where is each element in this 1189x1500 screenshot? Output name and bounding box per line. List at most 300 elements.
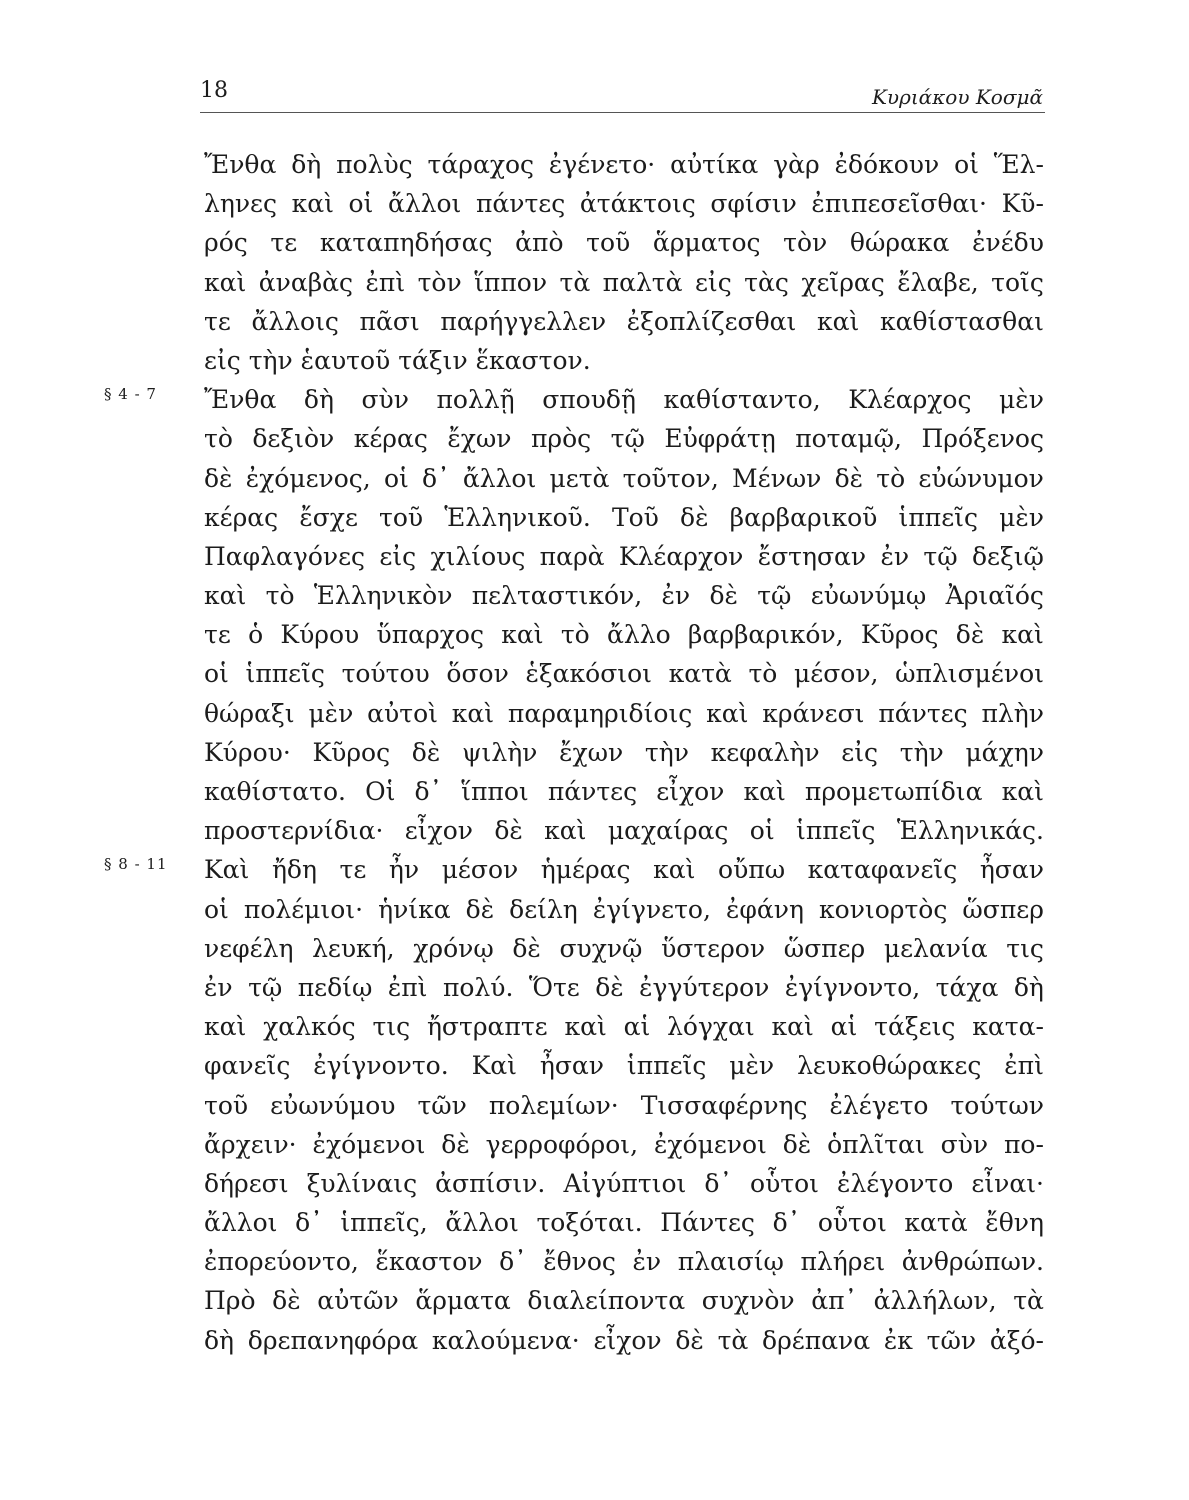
word: μάχην xyxy=(965,737,1044,767)
word: δ᾽ xyxy=(772,1208,801,1238)
word: γερροφόροι, xyxy=(485,1129,639,1159)
word: δὲ xyxy=(512,933,541,963)
word: πᾶσι xyxy=(359,306,420,336)
word: δὴ xyxy=(303,385,334,415)
word: χιλίους xyxy=(430,541,526,571)
word: Εὐφράτῃ xyxy=(664,424,776,454)
word: ἀπ᾽ xyxy=(811,1286,858,1316)
word: πλήρει xyxy=(800,1247,886,1277)
word: δὲ xyxy=(465,894,495,924)
text-line xyxy=(204,223,1044,262)
word: διαλείποντα xyxy=(527,1286,686,1316)
word: χρόνῳ xyxy=(413,933,494,963)
word: σὺν xyxy=(361,385,409,415)
word: φανεῖς xyxy=(204,1051,291,1081)
word: καθίστασθαι xyxy=(879,306,1044,336)
word: ὡπλισμένοι xyxy=(895,659,1044,689)
running-head: Κυριάκου Κοσμᾶ xyxy=(871,85,1043,109)
word: θώρακα xyxy=(849,228,950,258)
word: ἀνθρώπων. xyxy=(901,1247,1044,1277)
word: πρὸς xyxy=(530,424,592,454)
word: τάξεις xyxy=(874,1012,956,1042)
word: οὗτοι xyxy=(817,1208,887,1238)
text-line xyxy=(204,498,1044,537)
text-line xyxy=(204,968,1044,1007)
word: μὲν xyxy=(999,385,1044,415)
word: τε xyxy=(339,855,367,885)
word: Καὶ xyxy=(204,855,250,885)
word: παραμηριδίοις xyxy=(507,698,693,728)
word: ἦσαν xyxy=(979,855,1044,885)
word: προμετωπίδια xyxy=(804,777,983,806)
text-line xyxy=(204,929,1044,968)
word: Τισσαφέρνης xyxy=(640,1090,808,1120)
word: σφίσιν xyxy=(710,189,797,219)
word: δὲ xyxy=(204,463,233,493)
word: σὺν xyxy=(940,1129,989,1159)
word: ἤδη xyxy=(271,855,317,885)
word: Μένων xyxy=(732,463,822,493)
word: ἐγίγνετο, xyxy=(592,894,711,924)
word: δὲ xyxy=(494,816,523,846)
word: τὴν xyxy=(899,737,944,767)
word: καὶ xyxy=(451,698,495,728)
text-line xyxy=(204,576,1044,615)
word: ἐξοπλίζεσθαι xyxy=(626,306,797,336)
word: τὸ xyxy=(265,581,295,611)
word: καταπηδήσας xyxy=(319,228,493,258)
margin-note: § 4 - 7 xyxy=(104,385,157,404)
word: δὲ xyxy=(955,620,985,650)
word: Παφλαγόνες xyxy=(204,541,366,571)
word: ἐχόμενοι xyxy=(653,1129,767,1159)
word: καὶ xyxy=(544,816,587,846)
word: τὰ xyxy=(559,267,591,297)
word: εἶχον xyxy=(656,777,725,806)
word: ἄλλοι xyxy=(462,463,537,493)
word: τις xyxy=(1006,933,1044,963)
word: ἐχόμενοι xyxy=(312,1129,426,1159)
word: ἐφάνη xyxy=(725,894,804,924)
word: ἐδόκουν xyxy=(834,150,940,179)
word: δὲ xyxy=(675,1325,704,1355)
word: μὲν xyxy=(729,1051,775,1081)
word: Πρὸ xyxy=(204,1286,256,1316)
word: καλούμενα· xyxy=(431,1325,580,1355)
word: τοῦτον, xyxy=(622,463,719,493)
word: τῷ xyxy=(610,424,645,454)
word: ὥσπερ xyxy=(962,894,1044,924)
word: γὰρ xyxy=(773,150,820,179)
word: καὶ xyxy=(204,1012,247,1042)
word: χεῖρας xyxy=(801,267,885,297)
text-line xyxy=(204,1242,1044,1281)
word: Κῦρος xyxy=(312,737,391,767)
word: ἐπιπεσεῖσθαι· xyxy=(811,189,988,219)
word: αὐτοὶ xyxy=(367,698,438,728)
word: Ἕλ- xyxy=(993,150,1044,179)
word: δὲ xyxy=(595,972,624,1002)
word: σπουδῇ xyxy=(542,385,636,415)
word: ἔθνη xyxy=(985,1208,1044,1238)
text-line xyxy=(204,459,1044,498)
word: καὶ xyxy=(706,698,749,728)
word: ὥσπερ xyxy=(783,933,866,963)
word: Ἀριαῖός xyxy=(945,581,1044,611)
word: ἱππεῖς xyxy=(796,816,876,846)
word: ἄλλοι xyxy=(445,1208,519,1238)
word: ἐν xyxy=(632,1247,662,1277)
word: ἐλέγετο xyxy=(829,1090,929,1120)
word: ἐπορεύοντο, xyxy=(204,1247,359,1277)
word: Κῦ- xyxy=(1001,189,1044,219)
word: Κύρου xyxy=(280,620,360,650)
text-line xyxy=(204,1125,1044,1164)
word: δεξιὸν xyxy=(252,424,335,454)
word: αὐτῶν xyxy=(317,1286,399,1316)
text-line xyxy=(204,890,1044,929)
word: δὲ xyxy=(782,1129,812,1159)
text-line xyxy=(204,811,1044,850)
word: τὸ xyxy=(876,463,906,493)
text-line xyxy=(204,419,1044,458)
word: ἐγίγνοντο, xyxy=(784,972,921,1002)
word: Ἑλληνικὸν xyxy=(313,581,453,611)
word: ἕκαστον xyxy=(375,1247,483,1277)
word: τῷ xyxy=(923,541,958,571)
word: δρέπανα xyxy=(762,1325,871,1355)
word: μὲν xyxy=(308,698,354,728)
word: πλαισίῳ xyxy=(677,1247,784,1277)
word: ἱππεῖς xyxy=(245,659,325,689)
word: πάντες xyxy=(547,777,638,806)
word: καὶ xyxy=(501,620,544,650)
word: ἐν xyxy=(661,581,691,611)
text-line xyxy=(204,302,1044,341)
word: αἱ xyxy=(830,1012,858,1042)
word: τῷ xyxy=(248,972,283,1002)
word: ἐλέγοντο xyxy=(837,1168,954,1198)
word: κατα- xyxy=(972,1012,1044,1042)
word: καὶ xyxy=(204,267,247,297)
word: οἱ xyxy=(749,816,775,846)
word: κατὰ xyxy=(668,659,732,689)
word: καταφανεῖς xyxy=(807,855,958,885)
word: ἔστησαν xyxy=(757,541,867,571)
word: συχνὸν xyxy=(701,1286,795,1316)
word: ἐν xyxy=(880,541,910,571)
word: βαρβαρικόν, xyxy=(687,620,844,650)
word: ποταμῷ, xyxy=(795,424,902,454)
word: οἱ xyxy=(954,150,979,179)
word: κονιορτὸς xyxy=(819,894,948,924)
word: καὶ xyxy=(743,777,786,806)
text-line xyxy=(104,850,1044,889)
word: ἵππον xyxy=(474,267,548,297)
word: ἐν xyxy=(204,972,233,1002)
word: κατὰ xyxy=(904,1208,968,1238)
word: οὗτοι xyxy=(750,1168,819,1198)
word: ἅρματος xyxy=(652,228,761,258)
word: ψιλὴν xyxy=(461,737,538,767)
word: κέρας xyxy=(204,502,279,532)
word: παρὰ xyxy=(539,541,605,571)
word: τῶν xyxy=(926,1325,977,1355)
text-line xyxy=(204,1046,1044,1085)
word: Ἔνθα xyxy=(204,150,277,179)
word: εἶχον xyxy=(593,1325,662,1355)
word: τὸν xyxy=(417,267,462,297)
word: ληνες xyxy=(204,189,277,219)
word: ἔλαβε, xyxy=(897,267,979,297)
word: οἱ xyxy=(204,659,229,689)
word: τὴν xyxy=(644,737,689,767)
word: δρεπανηφόρα xyxy=(247,1325,419,1355)
word: εἶχον xyxy=(404,816,473,846)
word: ἡμέρας xyxy=(540,855,631,885)
word: ὁπλῖται xyxy=(827,1129,925,1159)
word: τάραχος xyxy=(427,150,535,179)
word: ἀναβὰς xyxy=(258,267,354,297)
word: δὲ xyxy=(441,1129,470,1159)
word: παρήγγελλεν xyxy=(440,306,607,336)
word: δὴ xyxy=(204,1325,235,1355)
word: ἵπποι xyxy=(461,777,529,806)
word: Ἑλληνικάς. xyxy=(896,816,1044,846)
word: μετὰ xyxy=(549,463,610,493)
word: πλὴν xyxy=(981,698,1044,728)
word: κεφαλὴν xyxy=(710,737,820,767)
word: τε xyxy=(204,306,231,336)
word: τὰ xyxy=(717,1325,749,1355)
word: πολεμίων· xyxy=(488,1090,619,1120)
text-line xyxy=(204,733,1044,772)
word: αἱ xyxy=(623,1012,651,1042)
word: συχνῷ xyxy=(559,933,643,963)
word: ρός xyxy=(204,228,248,258)
word: Τοῦ xyxy=(611,502,659,532)
word: τὰς xyxy=(744,267,789,297)
word: ξυλίναις xyxy=(306,1168,418,1198)
word: τάξιν xyxy=(398,345,476,375)
text-line xyxy=(204,1321,1044,1360)
word: ἐγίγνοντο. xyxy=(313,1051,449,1081)
word: τὸν xyxy=(783,228,828,258)
word: ἑξακόσιοι xyxy=(525,659,652,689)
text-line xyxy=(204,184,1044,223)
word: αὐτίκα xyxy=(670,150,759,179)
word: τοξόται. xyxy=(536,1208,643,1238)
word: τις xyxy=(372,1012,411,1042)
text-line xyxy=(204,341,1044,380)
word: κράνεσι xyxy=(762,698,865,728)
word: μὲν xyxy=(999,502,1044,532)
word: δήρεσι xyxy=(204,1168,289,1198)
word: ἅρματα xyxy=(415,1286,511,1316)
word: ἐπὶ xyxy=(1004,1051,1044,1081)
word: πολλῇ xyxy=(436,385,515,415)
word: ἦσαν xyxy=(539,1051,604,1081)
word: ἄλλοι xyxy=(387,189,462,219)
word: ἄλλοις xyxy=(251,306,339,336)
word: δὴ xyxy=(291,150,322,179)
word: ἔσχε xyxy=(299,502,358,532)
word: ἐπὶ xyxy=(365,267,406,297)
word: τὸ xyxy=(748,659,778,689)
word: δείλη xyxy=(509,894,578,924)
word: ἑαυτοῦ xyxy=(300,345,399,375)
word: πεδίῳ xyxy=(297,972,373,1002)
text-line xyxy=(204,1203,1044,1242)
word: παλτὰ xyxy=(602,267,683,297)
word: ἀξό- xyxy=(989,1325,1044,1355)
word: Κῦρος xyxy=(860,620,939,650)
text-line xyxy=(204,145,1044,184)
text-line xyxy=(104,380,1044,419)
word: ἐγγύτερον xyxy=(639,972,770,1002)
text-line xyxy=(204,1164,1044,1203)
word: δὲ xyxy=(709,581,738,611)
word: καὶ xyxy=(1001,620,1044,650)
word: ἱππεῖς xyxy=(626,1051,707,1081)
word: εὐωνύμῳ xyxy=(810,581,927,611)
word: ἡνίκα xyxy=(378,894,451,924)
word: δὲ xyxy=(272,1286,301,1316)
word: δὴ xyxy=(1013,972,1044,1002)
word: τὸ xyxy=(204,424,233,454)
word: μαχαίρας xyxy=(607,816,729,846)
word: τούτων xyxy=(950,1090,1044,1120)
text-line xyxy=(204,654,1044,693)
word: χαλκός xyxy=(263,1012,356,1042)
word: τῷ xyxy=(757,581,792,611)
word: δεξιῷ xyxy=(971,541,1044,571)
word: Κλέαρχος xyxy=(848,385,972,415)
word: καὶ xyxy=(817,306,860,336)
word: εὐώνυμον xyxy=(918,463,1044,493)
word: ἔχων xyxy=(559,737,624,767)
margin-note: § 8 - 11 xyxy=(104,855,168,874)
word: πελταστικόν, xyxy=(471,581,643,611)
word: ἐχόμενος, xyxy=(245,463,371,493)
word: ὕστερον xyxy=(661,933,766,963)
word: Ὅτε xyxy=(528,972,580,1002)
word: καθίσταντο, xyxy=(663,385,821,415)
word: Πάντες xyxy=(660,1208,755,1238)
word: τὰ xyxy=(1013,1286,1044,1316)
word: μέσον, xyxy=(794,659,879,689)
word: ἕκαστον. xyxy=(475,345,591,375)
word: τὴν xyxy=(248,345,301,375)
word: καθίστατο. xyxy=(204,777,346,806)
text-line xyxy=(204,694,1044,733)
word: εὐωνύμου xyxy=(270,1090,396,1120)
word: πολύ. xyxy=(442,972,514,1002)
word: τε xyxy=(204,620,231,650)
word: Ἑλληνικοῦ. xyxy=(444,502,591,532)
text-line xyxy=(204,1281,1044,1320)
word: Αἰγύπτιοι xyxy=(563,1168,687,1198)
word: δ᾽ xyxy=(499,1247,527,1277)
word: Καὶ xyxy=(471,1051,517,1081)
word: ἔχων xyxy=(447,424,512,454)
word: ἔθνος xyxy=(543,1247,616,1277)
word: εἰς xyxy=(694,267,732,297)
word: Πρόξενος xyxy=(921,424,1044,454)
word: εἶναι· xyxy=(971,1168,1044,1198)
word: καὶ xyxy=(1001,777,1044,806)
word: ἀπὸ xyxy=(515,228,564,258)
text-line xyxy=(204,772,1044,811)
text-line xyxy=(204,537,1044,576)
word: τῶν xyxy=(417,1090,467,1120)
word: ἀλλήλων, xyxy=(873,1286,997,1316)
word: βαρβαρικοῦ xyxy=(729,502,878,532)
word: οὔπω xyxy=(718,855,786,885)
word: λευκή, xyxy=(312,933,395,963)
word: λόγχαι xyxy=(667,1012,755,1042)
word: ἐπὶ xyxy=(387,972,428,1002)
word: ἤστραπτε xyxy=(426,1012,548,1042)
word: εἰς xyxy=(204,345,249,375)
word: Οἱ xyxy=(365,777,396,806)
word: ἐκ xyxy=(883,1325,913,1355)
word: τοῦ xyxy=(586,228,631,258)
word: πολέμιοι· xyxy=(243,894,364,924)
word: ἀσπίσιν. xyxy=(435,1168,546,1198)
word: θώραξι xyxy=(204,698,295,728)
word: ἄλλο xyxy=(607,620,671,650)
word: οἱ xyxy=(204,894,229,924)
word: νεφέλη xyxy=(204,933,294,963)
word: τάχα xyxy=(935,972,999,1002)
word: δ᾽ xyxy=(422,463,450,493)
word: δ᾽ xyxy=(295,1208,323,1238)
word: εἰς xyxy=(379,541,417,571)
word: Ἔνθα xyxy=(204,385,277,415)
word: τε xyxy=(270,228,298,258)
word: δὲ xyxy=(411,737,441,767)
word: δὲ xyxy=(680,502,709,532)
word: καὶ xyxy=(564,1012,607,1042)
word: δ᾽ xyxy=(704,1168,732,1198)
word: κέρας xyxy=(353,424,428,454)
word: τούτου xyxy=(341,659,430,689)
word: πολὺς xyxy=(336,150,413,179)
word: ἐγένετο· xyxy=(548,150,656,179)
word: μέσον xyxy=(441,855,519,885)
text-line xyxy=(204,263,1044,302)
word: τοῦ xyxy=(379,502,424,532)
word: Κύρου· xyxy=(204,737,291,767)
word: Κλέαρχον xyxy=(618,541,744,571)
word: πο- xyxy=(1003,1129,1044,1159)
word: ὕπαρχος xyxy=(376,620,484,650)
word: πάντες xyxy=(475,189,566,219)
header-rule xyxy=(200,112,1045,113)
word: ἀτάκτοις xyxy=(579,189,696,219)
word: καὶ xyxy=(771,1012,814,1042)
word: τὸ xyxy=(560,620,590,650)
word: καὶ xyxy=(291,189,334,219)
page-number: 18 xyxy=(200,78,228,103)
word: καὶ xyxy=(653,855,696,885)
word: ὁ xyxy=(248,620,264,650)
word: καὶ xyxy=(204,581,247,611)
word: ἱππεῖς xyxy=(898,502,978,532)
word: ὅσον xyxy=(446,659,509,689)
word: μελανία xyxy=(883,933,988,963)
